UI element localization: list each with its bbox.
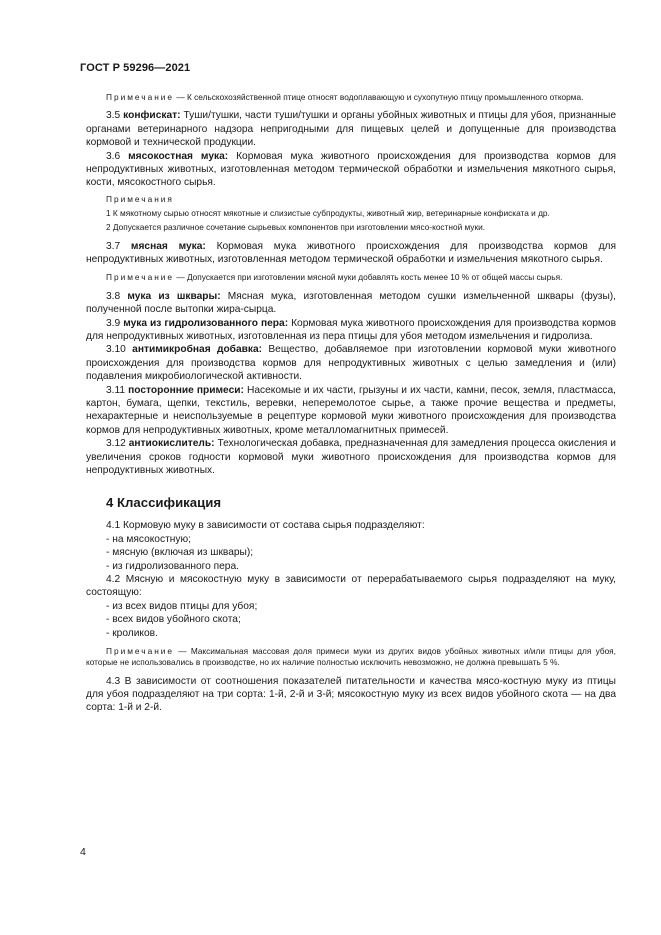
para-4-1: 4.1 Кормовую муку в зависимости от состава сырья подразделяют:	[106, 520, 425, 532]
document-header: ГОСТ Р 59296—2021	[80, 62, 191, 74]
term-3-12: 3.12 антиокислитель: Технологическая добавка, предназначенная для замедления процесса окисления и увеличения сроков годности кормовой муки животного происхождения для производства кормов для непродуктивных животных.	[86, 438, 616, 477]
document-body	[86, 92, 616, 715]
list-item: - мясную (включая из шквары);	[106, 547, 254, 559]
list-item: - из гидролизованного пера.	[106, 560, 239, 572]
note-meat-meal: Примечание — Допускается при изготовлении мясной муки добавлять кость менее 10 % от общей массы сырья.	[106, 272, 563, 283]
list-item: - на мясокостную;	[106, 533, 191, 545]
page-number: 4	[80, 846, 86, 858]
list-item: - кроликов.	[106, 627, 158, 639]
term-3-6: 3.6 мясокостная мука: Кормовая мука животного происхождения для производства кормов для непродуктивных животных, изготовленная методом термической обработки и измельчения мякотного сырья, кости, мясокостного сырья.	[86, 150, 616, 189]
notes-heading: Примечания	[106, 193, 174, 204]
term-3-9: 3.9 мука из гидролизованного пера: Кормовая мука животного происхождения для производства кормов для непродуктивных животных, изготовленная из пера птицы для убоя методом измельчения и гидролиза.	[86, 317, 616, 342]
list-item: - из всех видов птицы для убоя;	[106, 600, 258, 612]
para-4-2: 4.2 Мясную и мясокостную муку в зависимости от перерабатываемого сырья подразделяют на муку, состоящую:	[86, 574, 616, 599]
section-title: 4 Классификация	[106, 495, 222, 511]
note-admixture: Примечание — Максимальная массовая доля примеси муки из других видов убойных животных и/или птицы для убоя, которые не использовались в производстве, но их наличие полностью исключить невозможно, не должна превышать 5 %.	[86, 646, 616, 668]
list-item: - всех видов убойного скота;	[106, 614, 241, 626]
term-3-7: 3.7 мясная мука: Кормовая мука животного происхождения для производства кормов для непродуктивных животных, изготовленная методом термической обработки и измельчения мякотного сырья.	[86, 240, 616, 266]
para-4-3: 4.3 В зависимости от соотношения показателей питательности и качества мясо-костную муку из птицы для убоя подразделяют на три сорта: 1-й, 2-й и 3-й; мясокостную муку из всех видов убойного скота — на два сорта: 1-й и 2-й.	[86, 675, 616, 714]
term-3-11: 3.11 посторонние примеси: Насекомые и их части, грызуны и их части, камни, песок, земля, пластмасса, картон, бумага, щепки, текстиль, веревки, неперемолотое сырье, а также прочие вещества и предметы, нехарактерные и неиспользуемые в рецептуре кормовой муки животного происхождения для производства кормов для непродуктивных животных, кроме металломагнитных примесей.	[86, 384, 617, 436]
term-3-10: 3.10 антимикробная добавка: Вещество, добавляемое при изготовлении кормовой муки животного происхождения для производства кормов для непродуктивных животных с целью замедления и (или) подавления микробиологической активности.	[86, 344, 616, 383]
term-3-8: 3.8 мука из шквары: Мясная мука, изготовленная методом сушки измельченной шквары (фузы), полученной после вытопки жира-сырца.	[86, 290, 616, 316]
term-3-5: 3.5 конфискат: Туши/тушки, части туши/тушки и органы убойных животных и птицы для убоя, признанные органами ветеринарного надзора непригодными для пищевых целей и допущенные для производства кормовой и технической продукции.	[86, 110, 616, 149]
note-poultry: Примечание — К сельскохозяйственной птице относят водоплавающую и сухопутную птицу промышленного откорма.	[106, 92, 584, 102]
note-item-1: 1 К мякотному сырью относят мякотные и слизистые субпродукты, животный жир, ветеринарные конфиската и др.	[106, 208, 550, 219]
note-item-2: 2 Допускается различное сочетание сырьевых компонентов при изготовлении мясо-костной муки.	[106, 222, 486, 233]
